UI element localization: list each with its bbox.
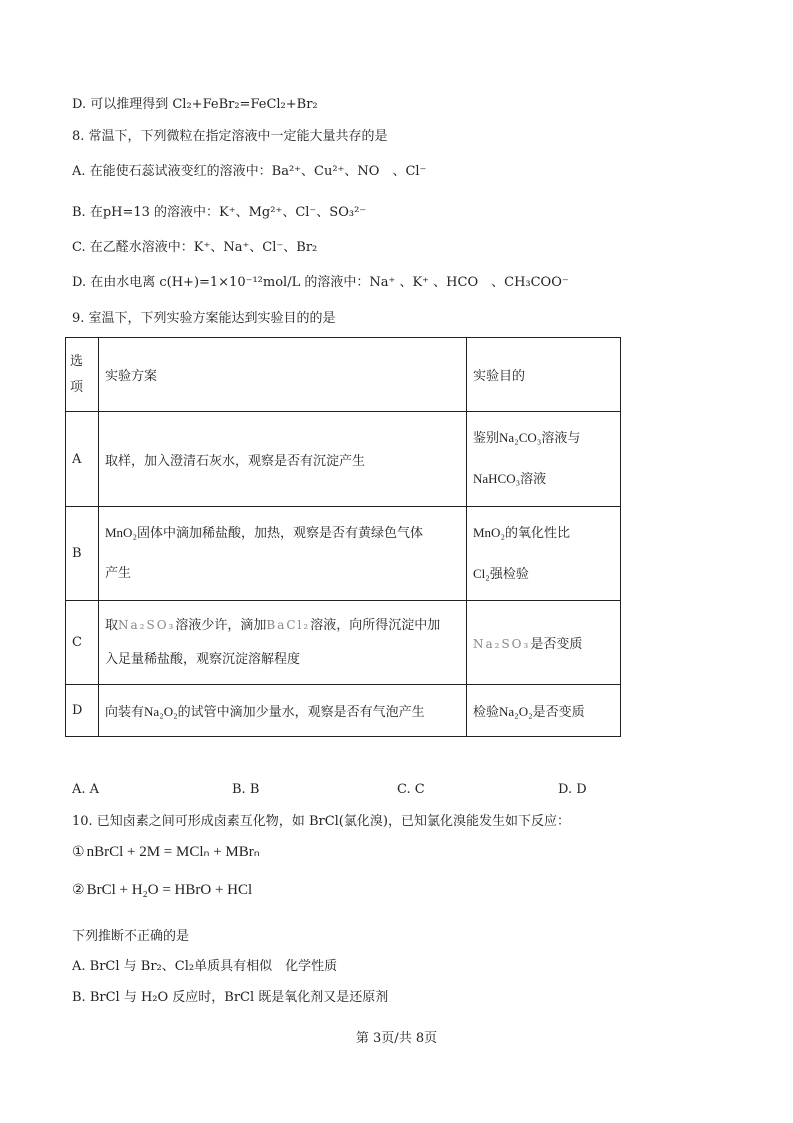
q10-equation-2 <box>72 882 252 899</box>
row-scheme <box>99 685 467 737</box>
q9-option-d: D. D <box>558 782 587 797</box>
purpose-line-1 <box>473 513 614 554</box>
q10-prompt: 下列推断不正确的是 <box>72 929 190 944</box>
scheme-text: 的试管中滴加少量水，观察是否有气泡产生 <box>177 705 425 720</box>
formula: Na₂CO₃ <box>499 430 542 445</box>
q8-option-d: D. 在由水电离 c(H+)=1×10⁻¹²mol/L 的溶液中：Na⁺ 、K⁺ 、HCO 、CH₃COO⁻ <box>72 275 569 290</box>
purpose-text: 检验 <box>473 705 500 720</box>
scheme-text: 取 <box>105 618 119 633</box>
row-scheme <box>99 507 467 601</box>
row-purpose <box>467 507 621 601</box>
q9-option-c: C. C <box>397 782 425 797</box>
row-label: A <box>66 412 99 507</box>
equation: BrCl + H₂O = HBrO + HCl <box>86 882 253 898</box>
purpose-text: 是否变质 <box>532 705 585 720</box>
formula: Na₂SO₃ <box>473 637 531 651</box>
q10-option-b: B. BrCl 与 H₂O 反应时，BrCl 既是氧化剂又是还原剂 <box>72 990 389 1005</box>
header-scheme: 实验方案 <box>99 338 467 412</box>
scheme-line-2: 产生 <box>105 566 132 581</box>
formula: BaCl₂ <box>266 618 311 632</box>
q10-option-a: A. BrCl 与 Br₂、Cl₂单质具有相似 化学性质 <box>72 959 338 974</box>
purpose-text: 的氧化性比 <box>504 525 570 541</box>
row-label: C <box>66 601 99 685</box>
scheme-text: 溶液少许，滴加 <box>175 618 267 633</box>
q8-option-b: B. 在pH=13 的溶液中：K⁺、Mg²⁺、Cl⁻、SO₃²⁻ <box>72 205 367 220</box>
row-label: D <box>66 685 99 737</box>
purpose-line-1 <box>473 418 614 459</box>
formula: Na₂O₂ <box>499 704 533 719</box>
row-scheme <box>99 601 467 685</box>
row-label: B <box>66 507 99 601</box>
table-row <box>66 507 621 601</box>
equation: nBrCl + 2M = MClₙ + MBrₙ <box>86 844 260 860</box>
formula: Cl₂ <box>473 565 490 581</box>
formula: NaHCO₃ <box>473 471 521 486</box>
purpose-text: 强检验 <box>489 566 529 582</box>
q8-option-c: C. 在乙醛水溶液中：K⁺、Na⁺、Cl⁻、Br₂ <box>72 240 318 255</box>
experiment-table <box>65 337 621 737</box>
row-purpose <box>467 685 621 737</box>
q10-stem: 10. 已知卤素之间可形成卤素互化物，如 BrCl(氯化溴)，已知氯化溴能发生如下反应： <box>72 814 570 829</box>
scheme-line-1 <box>105 513 460 554</box>
scheme-text: 固体中滴加稀盐酸，加热，观察是否有黄绿色气体 <box>136 526 423 541</box>
formula: MnO₂ <box>473 524 505 540</box>
q7-option-d-label: D. 可以推理得到 <box>72 97 173 112</box>
purpose-text: 是否变质 <box>530 637 583 652</box>
q9-option-a: A. A <box>72 782 100 797</box>
purpose-line-2 <box>473 554 614 595</box>
header-option: 选项 <box>66 338 99 412</box>
header-purpose: 实验目的 <box>467 338 621 412</box>
q8-stem: 8. 常温下，下列微粒在指定溶液中一定能大量共存的是 <box>72 129 388 144</box>
formula: Na₂O₂ <box>144 704 178 719</box>
page-footer: 第 3页/共 8页 <box>355 1031 438 1046</box>
scheme-line-2: 入足量稀盐酸，观察沉淀溶解程度 <box>105 652 301 667</box>
equation-number: ① <box>72 844 85 860</box>
purpose-text: 溶液 <box>520 472 547 487</box>
scheme-line-1 <box>105 608 460 643</box>
q7-option-d <box>72 96 318 114</box>
row-scheme: 取样，加入澄清石灰水，观察是否有沉淀产生 <box>99 412 467 507</box>
scheme-text: 溶液，向所得沉淀中加 <box>310 618 441 633</box>
table-row <box>66 685 621 737</box>
purpose-text: 鉴别 <box>473 431 500 446</box>
formula: Na₂SO₃ <box>118 618 176 632</box>
formula: MnO₂ <box>105 525 137 540</box>
table-row <box>66 601 621 685</box>
q9-stem: 9. 室温下，下列实验方案能达到实验目的的是 <box>72 311 336 326</box>
q10-equation-1 <box>72 842 260 861</box>
purpose-text: 溶液与 <box>541 431 581 446</box>
row-purpose <box>467 601 621 685</box>
q8-option-a: A. 在能使石蕊试液变红的溶液中：Ba²⁺、Cu²⁺、NO 、Cl⁻ <box>72 164 427 179</box>
row-purpose <box>467 412 621 507</box>
q7-option-d-formula: Cl₂+FeBr₂=FeCl₂+Br₂ <box>172 97 318 112</box>
purpose-line-2 <box>473 459 614 500</box>
scheme-text: 向装有 <box>105 705 145 720</box>
q9-option-b: B. B <box>232 782 260 797</box>
table-row <box>66 412 621 507</box>
equation-number: ② <box>72 882 85 898</box>
table-header-row <box>66 338 621 412</box>
